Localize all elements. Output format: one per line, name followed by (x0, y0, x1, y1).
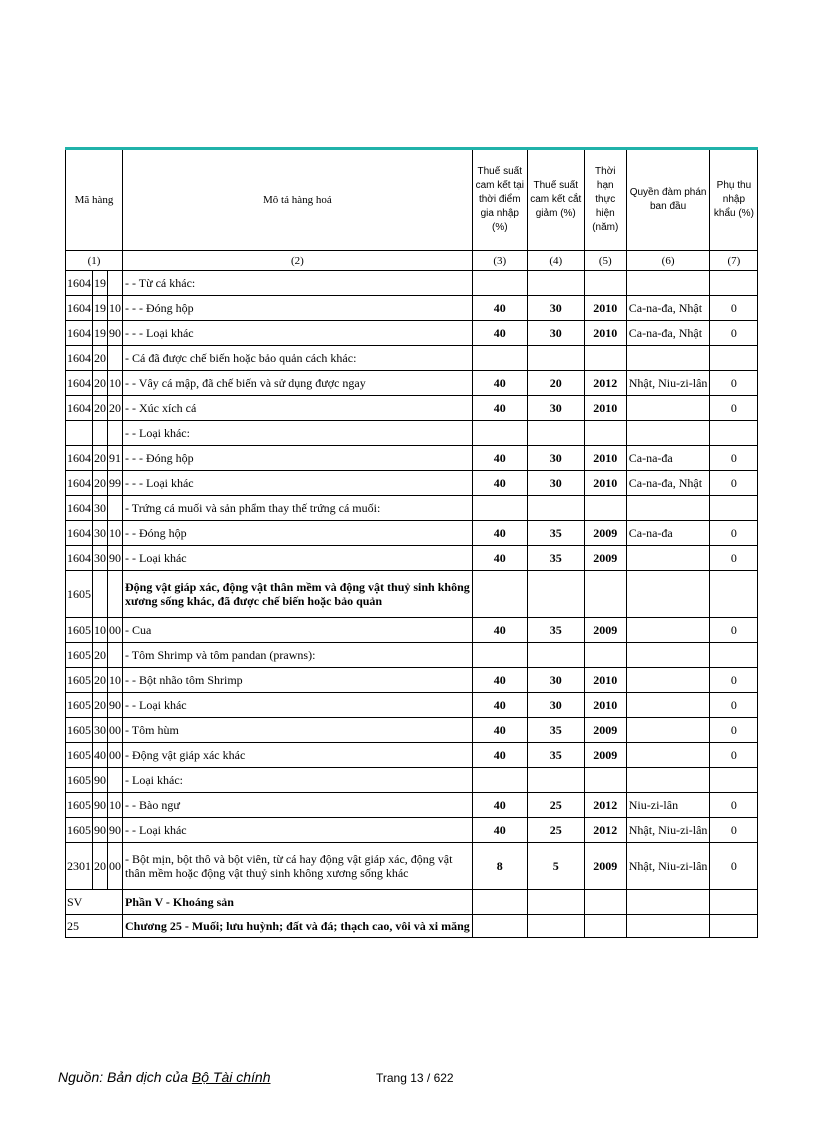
rate-final: 35 (527, 521, 584, 546)
hs-heading: 1604 (66, 321, 93, 346)
table-row (66, 496, 758, 521)
header-quyen-dam-phan: Quyền đàm phán ban đầu (626, 149, 710, 251)
table-row (66, 643, 758, 668)
rate-accession: 40 (472, 371, 527, 396)
rate-final: 30 (527, 693, 584, 718)
hs-heading: 1605 (66, 643, 93, 668)
table-row (66, 296, 758, 321)
hs-subheading: 20 (93, 693, 108, 718)
hs-suffix (108, 571, 123, 618)
table-row (66, 321, 758, 346)
table-row (66, 271, 758, 296)
rate-final (527, 643, 584, 668)
rate-final (527, 768, 584, 793)
implementation-year (584, 768, 626, 793)
hs-suffix (108, 421, 123, 446)
rate-accession: 40 (472, 743, 527, 768)
import-surcharge: 0 (710, 818, 758, 843)
table-row (66, 618, 758, 643)
table-row (66, 668, 758, 693)
implementation-year: 2010 (584, 446, 626, 471)
rate-accession (472, 496, 527, 521)
import-surcharge (710, 890, 758, 915)
implementation-year: 2010 (584, 321, 626, 346)
hs-heading: 1604 (66, 271, 93, 296)
description-cell: - - Vây cá mập, đã chế biến và sử dụng được ngay (123, 371, 473, 396)
rate-accession: 40 (472, 668, 527, 693)
table-row (66, 768, 758, 793)
header-thoi-han: Thời hạn thực hiện (năm) (584, 149, 626, 251)
description-cell: - - - Loại khác (123, 321, 473, 346)
implementation-year (584, 271, 626, 296)
hs-suffix: 90 (108, 546, 123, 571)
table-body (66, 271, 758, 938)
rate-accession (472, 768, 527, 793)
import-surcharge (710, 496, 758, 521)
table-row (66, 793, 758, 818)
hs-heading: 1604 (66, 296, 93, 321)
implementation-year: 2009 (584, 521, 626, 546)
description-cell: - - Từ cá khác: (123, 271, 473, 296)
hs-heading: 1604 (66, 521, 93, 546)
hs-suffix: 00 (108, 718, 123, 743)
hs-subheading: 40 (93, 743, 108, 768)
implementation-year: 2009 (584, 743, 626, 768)
description-cell: - Trứng cá muối và sản phẩm thay thế trứng cá muối: (123, 496, 473, 521)
description-cell: - Tôm hùm (123, 718, 473, 743)
rate-accession: 40 (472, 546, 527, 571)
implementation-year: 2009 (584, 843, 626, 890)
import-surcharge: 0 (710, 693, 758, 718)
hs-subheading: 30 (93, 521, 108, 546)
hs-heading: 1605 (66, 818, 93, 843)
rate-accession (472, 271, 527, 296)
import-surcharge: 0 (710, 371, 758, 396)
description-cell: - Loại khác: (123, 768, 473, 793)
import-surcharge: 0 (710, 843, 758, 890)
import-surcharge (710, 571, 758, 618)
negotiating-rights (626, 768, 710, 793)
header-phu-thu: Phụ thu nhập khẩu (%) (710, 149, 758, 251)
rate-final (527, 890, 584, 915)
hs-suffix: 10 (108, 668, 123, 693)
description-cell: - - Bột nhão tôm Shrimp (123, 668, 473, 693)
rate-accession: 40 (472, 718, 527, 743)
negotiating-rights: Ca-na-đa, Nhật (626, 296, 710, 321)
header-thue-cat-giam: Thuế suất cam kết cắt giảm (%) (527, 149, 584, 251)
rate-final: 25 (527, 818, 584, 843)
rate-final (527, 271, 584, 296)
description-cell: Động vật giáp xác, động vật thân mềm và động vật thuỷ sinh không xương sống khác, đã được chế biến hoặc bảo quản (123, 571, 473, 618)
hs-suffix (108, 496, 123, 521)
implementation-year: 2010 (584, 296, 626, 321)
hs-suffix (108, 346, 123, 371)
header-thue-gia-nhap: Thuế suất cam kết tại thời điểm gia nhập (%) (472, 149, 527, 251)
hs-suffix: 91 (108, 446, 123, 471)
hs-subheading: 20 (93, 843, 108, 890)
implementation-year: 2010 (584, 668, 626, 693)
negotiating-rights (626, 421, 710, 446)
hs-suffix: 10 (108, 296, 123, 321)
negotiating-rights: Ca-na-đa (626, 446, 710, 471)
import-surcharge: 0 (710, 521, 758, 546)
description-cell: - - Bào ngư (123, 793, 473, 818)
hs-heading: 1604 (66, 471, 93, 496)
rate-final: 5 (527, 843, 584, 890)
description-cell: - - - Đóng hộp (123, 446, 473, 471)
rate-final (527, 421, 584, 446)
negotiating-rights: Ca-na-đa (626, 521, 710, 546)
hs-suffix: 10 (108, 793, 123, 818)
rate-final (527, 571, 584, 618)
rate-accession: 8 (472, 843, 527, 890)
rate-accession: 40 (472, 321, 527, 346)
hs-subheading: 10 (93, 618, 108, 643)
rate-accession: 40 (472, 618, 527, 643)
implementation-year: 2012 (584, 818, 626, 843)
negotiating-rights (626, 890, 710, 915)
rate-accession (472, 571, 527, 618)
negotiating-rights (626, 496, 710, 521)
header-ma-hang: Mã hàng (66, 149, 123, 251)
hs-subheading (93, 421, 108, 446)
footer-source-prefix: Nguồn: Bản dịch của (58, 1069, 188, 1085)
hs-subheading: 20 (93, 668, 108, 693)
table-row (66, 818, 758, 843)
description-cell: - - - Đóng hộp (123, 296, 473, 321)
hs-heading: 1604 (66, 346, 93, 371)
hs-suffix: 10 (108, 371, 123, 396)
negotiating-rights (626, 693, 710, 718)
col-number-7: (7) (710, 251, 758, 271)
hs-subheading: 19 (93, 271, 108, 296)
description-cell: - Động vật giáp xác khác (123, 743, 473, 768)
import-surcharge (710, 768, 758, 793)
hs-heading: 1605 (66, 618, 93, 643)
rate-final: 35 (527, 546, 584, 571)
import-surcharge: 0 (710, 793, 758, 818)
hs-heading: 1605 (66, 693, 93, 718)
import-surcharge: 0 (710, 618, 758, 643)
rate-final: 30 (527, 396, 584, 421)
hs-heading: 1604 (66, 396, 93, 421)
negotiating-rights (626, 546, 710, 571)
col-number-2: (2) (123, 251, 473, 271)
hs-subheading: 30 (93, 496, 108, 521)
import-surcharge: 0 (710, 321, 758, 346)
import-surcharge (710, 271, 758, 296)
description-cell: - - Loại khác (123, 818, 473, 843)
description-cell: - - Loại khác: (123, 421, 473, 446)
rate-accession (472, 915, 527, 938)
rate-final: 35 (527, 718, 584, 743)
rate-final: 30 (527, 471, 584, 496)
implementation-year: 2009 (584, 618, 626, 643)
import-surcharge: 0 (710, 446, 758, 471)
hs-suffix: 90 (108, 321, 123, 346)
footer-source (58, 1069, 270, 1085)
hs-subheading: 20 (93, 396, 108, 421)
import-surcharge (710, 915, 758, 938)
hs-heading: 1604 (66, 371, 93, 396)
hs-subheading: 19 (93, 296, 108, 321)
table-row (66, 446, 758, 471)
rate-accession (472, 346, 527, 371)
rate-final (527, 915, 584, 938)
hs-subheading: 30 (93, 546, 108, 571)
rate-final: 20 (527, 371, 584, 396)
implementation-year (584, 643, 626, 668)
description-cell: - - Loại khác (123, 693, 473, 718)
hs-heading: 1604 (66, 496, 93, 521)
import-surcharge: 0 (710, 471, 758, 496)
hs-suffix: 20 (108, 396, 123, 421)
table-row (66, 693, 758, 718)
hs-heading (66, 421, 93, 446)
table-row (66, 346, 758, 371)
table-row (66, 915, 758, 938)
negotiating-rights (626, 396, 710, 421)
col-number-6: (6) (626, 251, 710, 271)
negotiating-rights (626, 346, 710, 371)
table-row (66, 890, 758, 915)
implementation-year (584, 496, 626, 521)
rate-final: 30 (527, 296, 584, 321)
hs-heading: 1604 (66, 446, 93, 471)
table-row (66, 471, 758, 496)
hs-subheading: 19 (93, 321, 108, 346)
hs-code: SV (66, 890, 123, 915)
negotiating-rights (626, 718, 710, 743)
rate-accession: 40 (472, 521, 527, 546)
table-row (66, 521, 758, 546)
implementation-year (584, 915, 626, 938)
rate-accession: 40 (472, 818, 527, 843)
hs-suffix: 00 (108, 843, 123, 890)
hs-subheading: 90 (93, 818, 108, 843)
table-row (66, 546, 758, 571)
description-cell: - Tôm Shrimp và tôm pandan (prawns): (123, 643, 473, 668)
table-row (66, 396, 758, 421)
description-cell: - - Xúc xích cá (123, 396, 473, 421)
implementation-year: 2010 (584, 471, 626, 496)
description-cell: Phần V - Khoáng sản (123, 890, 473, 915)
header-mo-ta: Mô tả hàng hoá (123, 149, 473, 251)
implementation-year (584, 890, 626, 915)
rate-final: 35 (527, 618, 584, 643)
rate-final: 30 (527, 668, 584, 693)
rate-accession (472, 643, 527, 668)
col-number-4: (4) (527, 251, 584, 271)
implementation-year: 2010 (584, 693, 626, 718)
hs-subheading: 20 (93, 446, 108, 471)
hs-suffix: 99 (108, 471, 123, 496)
rate-final (527, 346, 584, 371)
description-cell: - - Loại khác (123, 546, 473, 571)
implementation-year: 2012 (584, 371, 626, 396)
description-cell: - Cá đã được chế biến hoặc bảo quản cách khác: (123, 346, 473, 371)
hs-subheading: 20 (93, 471, 108, 496)
hs-suffix: 10 (108, 521, 123, 546)
import-surcharge: 0 (710, 743, 758, 768)
negotiating-rights: Niu-zi-lân (626, 793, 710, 818)
implementation-year: 2009 (584, 546, 626, 571)
description-cell: - Cua (123, 618, 473, 643)
rate-final (527, 496, 584, 521)
hs-suffix: 00 (108, 743, 123, 768)
negotiating-rights (626, 668, 710, 693)
hs-heading: 1605 (66, 718, 93, 743)
table-row (66, 571, 758, 618)
implementation-year (584, 421, 626, 446)
hs-subheading: 20 (93, 643, 108, 668)
import-surcharge: 0 (710, 668, 758, 693)
hs-suffix (108, 643, 123, 668)
table-row (66, 421, 758, 446)
negotiating-rights (626, 571, 710, 618)
table-row (66, 371, 758, 396)
hs-heading: 1605 (66, 768, 93, 793)
description-cell: - Bột mịn, bột thô và bột viên, từ cá hay động vật giáp xác, động vật thân mềm hoặc động vật thuỷ sinh không xương sống khác (123, 843, 473, 890)
negotiating-rights: Nhật, Niu-zi-lân (626, 371, 710, 396)
hs-subheading (93, 571, 108, 618)
hs-suffix (108, 768, 123, 793)
hs-subheading: 90 (93, 793, 108, 818)
import-surcharge: 0 (710, 718, 758, 743)
rate-accession: 40 (472, 471, 527, 496)
hs-heading: 1605 (66, 793, 93, 818)
import-surcharge: 0 (710, 396, 758, 421)
rate-accession (472, 421, 527, 446)
page-number: Trang 13 / 622 (376, 1071, 454, 1085)
table-row (66, 743, 758, 768)
description-cell: - - - Loại khác (123, 471, 473, 496)
hs-subheading: 30 (93, 718, 108, 743)
table-row (66, 718, 758, 743)
rate-accession: 40 (472, 446, 527, 471)
rate-final: 25 (527, 793, 584, 818)
import-surcharge: 0 (710, 546, 758, 571)
negotiating-rights: Nhật, Niu-zi-lân (626, 843, 710, 890)
negotiating-rights (626, 915, 710, 938)
negotiating-rights: Ca-na-đa, Nhật (626, 321, 710, 346)
import-surcharge (710, 346, 758, 371)
hs-subheading: 90 (93, 768, 108, 793)
hs-suffix: 00 (108, 618, 123, 643)
rate-final: 35 (527, 743, 584, 768)
implementation-year: 2009 (584, 718, 626, 743)
col-number-1: (1) (66, 251, 123, 271)
implementation-year: 2012 (584, 793, 626, 818)
implementation-year: 2010 (584, 396, 626, 421)
hs-heading: 1605 (66, 571, 93, 618)
rate-accession: 40 (472, 693, 527, 718)
negotiating-rights: Nhật, Niu-zi-lân (626, 818, 710, 843)
hs-heading: 2301 (66, 843, 93, 890)
negotiating-rights (626, 618, 710, 643)
negotiating-rights (626, 643, 710, 668)
hs-subheading: 20 (93, 371, 108, 396)
tariff-table (65, 147, 758, 938)
negotiating-rights (626, 271, 710, 296)
negotiating-rights: Ca-na-đa, Nhật (626, 471, 710, 496)
implementation-year (584, 571, 626, 618)
hs-heading: 1605 (66, 668, 93, 693)
hs-heading: 1605 (66, 743, 93, 768)
import-surcharge (710, 643, 758, 668)
footer-source-org[interactable]: Bộ Tài chính (191, 1069, 271, 1085)
hs-suffix: 90 (108, 693, 123, 718)
col-number-5: (5) (584, 251, 626, 271)
hs-subheading: 20 (93, 346, 108, 371)
rate-accession: 40 (472, 793, 527, 818)
hs-heading: 1604 (66, 546, 93, 571)
rate-accession: 40 (472, 396, 527, 421)
rate-final: 30 (527, 321, 584, 346)
hs-suffix: 90 (108, 818, 123, 843)
rate-final: 30 (527, 446, 584, 471)
hs-suffix (108, 271, 123, 296)
table-row (66, 843, 758, 890)
negotiating-rights (626, 743, 710, 768)
description-cell: - - Đóng hộp (123, 521, 473, 546)
description-cell: Chương 25 - Muối; lưu huỳnh; đất và đá; thạch cao, vôi và xi măng (123, 915, 473, 938)
implementation-year (584, 346, 626, 371)
import-surcharge: 0 (710, 296, 758, 321)
rate-accession (472, 890, 527, 915)
import-surcharge (710, 421, 758, 446)
hs-code: 25 (66, 915, 123, 938)
col-number-3: (3) (472, 251, 527, 271)
rate-accession: 40 (472, 296, 527, 321)
